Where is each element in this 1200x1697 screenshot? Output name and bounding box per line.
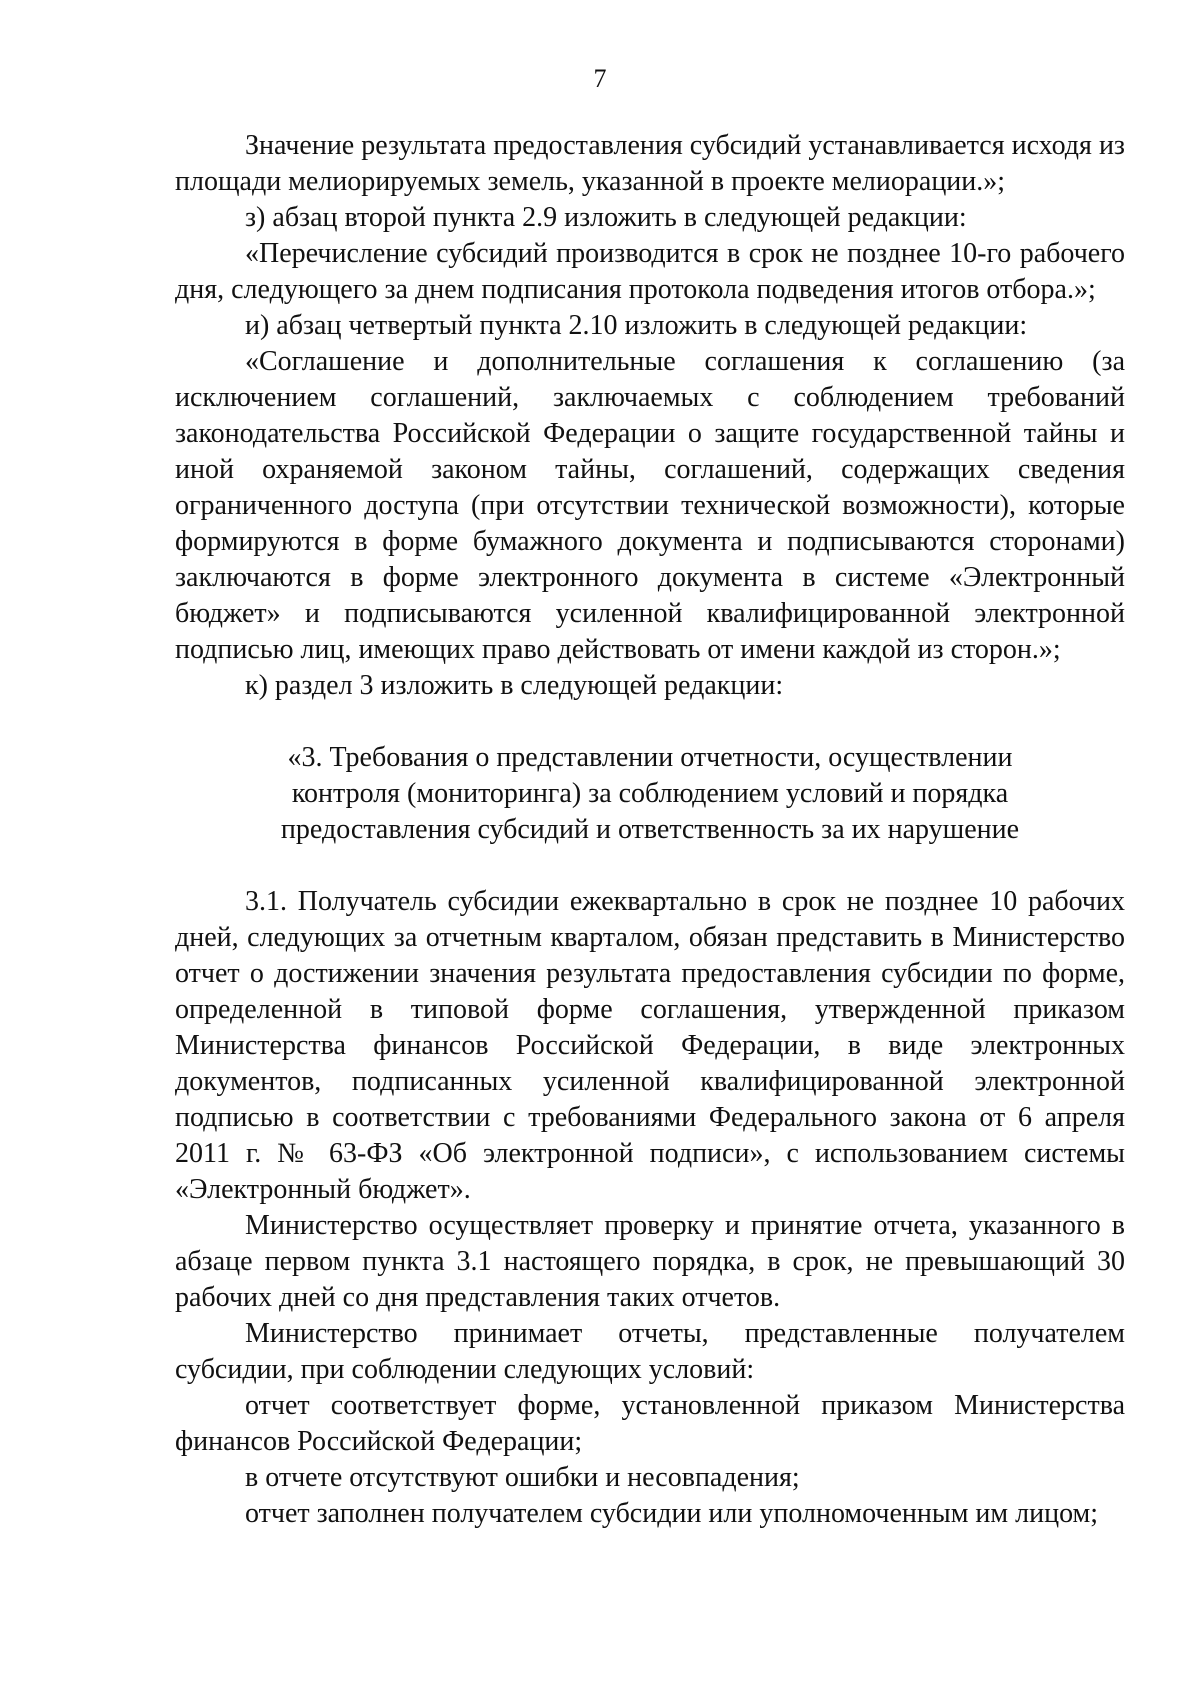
paragraph: «Соглашение и дополнительные соглашения к соглашению (за исключением соглашений, заключаемых с соблюдением требований законодательства Российской Федерации о защите государственной тайны и иной охраняемой законом тайны, соглашений, содержащих сведения ограниченного доступа (при отсутствии технической возможности), которые формируются в форме бумажного документа и подписываются сторонами) заключаются в форме электронного документа в системе «Электронный бюджет» и подписываются усиленной квалифицированной электронной подписью лиц, имеющих право действовать от имени каждой из сторон.»; (175, 346, 1125, 665)
paragraph: з) абзац второй пункта 2.9 изложить в следующей редакции: (245, 202, 967, 233)
paragraph: Министерство осуществляет проверку и принятие отчета, указанного в абзаце первом пункта 3.1 настоящего порядка, в срок, не превышающий 30 рабочих дней со дня представления таких отчетов. (175, 1210, 1125, 1313)
paragraph: и) абзац четвертый пункта 2.10 изложить в следующей редакции: (245, 310, 1028, 341)
section-heading (175, 740, 1125, 848)
section-heading-line: «3. Требования о представлении отчетности, осуществлении (287, 742, 1013, 773)
paragraph: Значение результата предоставления субсидий устанавливается исходя из площади мелиорируемых земель, указанной в проекте мелиорации.»; (175, 130, 1125, 197)
section-heading-line: предоставления субсидий и ответственность за их нарушение (280, 814, 1020, 845)
paragraph: 3.1. Получатель субсидии ежеквартально в срок не позднее 10 рабочих дней, следующих за отчетным кварталом, обязан представить в Министерство отчет о достижении значения результата предоставления субсидии по форме, определенной в типовой форме соглашения, утвержденной приказом Министерства финансов Российской Федерации, в виде электронных документов, подписанных усиленной квалифицированной электронной подписью в соответствии с требованиями Федерального закона от 6 апреля 2011 г. № 63-ФЗ «Об электронной подписи», с использованием системы «Электронный бюджет». (175, 886, 1125, 1205)
page-number: 7 (593, 64, 607, 93)
paragraph: отчет соответствует форме, установленной приказом Министерства финансов Российской Федерации; (175, 1390, 1125, 1457)
paragraph: отчет заполнен получателем субсидии или уполномоченным им лицом; (245, 1498, 1099, 1529)
section-heading-line: контроля (мониторинга) за соблюдением условий и порядка (291, 778, 1009, 809)
paragraph: Министерство принимает отчеты, представленные получателем субсидии, при соблюдении следующих условий: (175, 1318, 1125, 1385)
document-body (175, 128, 1125, 1532)
paragraph: к) раздел 3 изложить в следующей редакции: (245, 670, 784, 701)
paragraph: «Перечисление субсидий производится в срок не позднее 10-го рабочего дня, следующего за днем подписания протокола подведения итогов отбора.»; (175, 238, 1125, 305)
paragraph: в отчете отсутствуют ошибки и несовпадения; (245, 1462, 800, 1493)
